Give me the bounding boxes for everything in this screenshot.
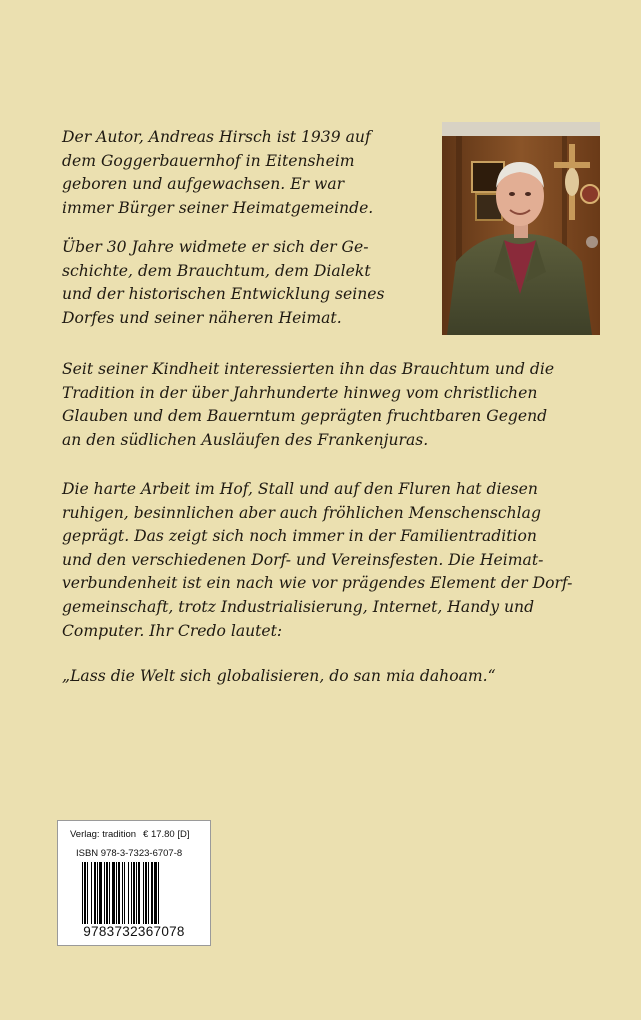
barcode-bar (116, 862, 117, 924)
text-line: und den verschiedenen Dorf- und Vereinsfesten. Die Heimat- (62, 550, 544, 569)
barcode-bar (143, 862, 144, 924)
barcode-bar (131, 862, 132, 924)
barcode-box (57, 820, 211, 946)
barcode-bar (104, 862, 105, 924)
barcode-bar (109, 862, 110, 924)
barcode-bar (112, 862, 115, 924)
author-work-paragraph (62, 236, 385, 330)
barcode-bar (133, 862, 135, 924)
text-line: verbundenheit ist ein nach wie vor prägendes Element der Dorf- (62, 574, 573, 593)
text-line: Computer. Ihr Credo lautet: (62, 621, 283, 640)
barcode-bar (106, 862, 108, 924)
barcode-bar (145, 862, 147, 924)
text-line: Tradition in der über Jahrhunderte hinweg vom christlichen (62, 383, 538, 402)
text-line: Seit seiner Kindheit interessierten ihn das Brauchtum und die (62, 360, 555, 378)
barcode-bar (91, 862, 92, 924)
text-line: Glauben und dem Bauerntum geprägten fruchtbaren Gegend (62, 407, 548, 426)
text-line: geboren und aufgewachsen. Er war (62, 175, 345, 194)
publisher-price-row (70, 829, 190, 840)
text-line: dem Goggerbauernhof in Eitensheim (62, 151, 355, 170)
author-bio-paragraph (62, 126, 373, 220)
barcode-bar (138, 862, 140, 924)
barcode-bar (87, 862, 88, 924)
barcode-bar (136, 862, 137, 924)
barcode-bars (80, 862, 190, 924)
barcode-bar (94, 862, 96, 924)
text-line: und der historischen Entwicklung seines (62, 285, 385, 304)
text-line: Die harte Arbeit im Hof, Stall und auf den Fluren hat diesen (62, 480, 538, 498)
barcode-bar (148, 862, 149, 924)
barcode-bar (158, 862, 159, 924)
childhood-tradition-paragraph (62, 358, 554, 452)
barcode-bar (99, 862, 102, 924)
barcode-bar (128, 862, 129, 924)
price-label: € 17.80 [D] (143, 829, 190, 840)
text-line: ruhigen, besinnlichen aber auch fröhlichen Menschenschlag (62, 503, 541, 522)
text-line: gemeinschaft, trotz Industrialisierung, Internet, Handy und (62, 597, 535, 616)
text-line: an den südlichen Ausläufen des Frankenjuras. (62, 430, 429, 449)
author-photo (442, 122, 600, 335)
barcode-bar (84, 862, 86, 924)
credo-quote (62, 665, 496, 689)
isbn-label: ISBN 978-3-7323-6707-8 (76, 848, 183, 859)
barcode-bar (97, 862, 98, 924)
text-line: Über 30 Jahre widmete er sich der Ge- (62, 238, 369, 256)
barcode-bar (154, 862, 157, 924)
text-line: schichte, dem Brauchtum, dem Dialekt (62, 261, 371, 280)
text-line: „Lass die Welt sich globalisieren, do san mia dahoam.“ (62, 667, 496, 685)
text-line: immer Bürger seiner Heimatgemeinde. (62, 198, 374, 217)
barcode-bar (151, 862, 153, 924)
text-line: geprägt. Das zeigt sich noch immer in der Familientradition (62, 527, 537, 546)
barcode-digits: 9783732367078 (83, 924, 185, 939)
text-line: Der Autor, Andreas Hirsch ist 1939 auf (62, 128, 371, 146)
heimat-paragraph (62, 478, 572, 643)
barcode-bar (122, 862, 123, 924)
barcode-bar (124, 862, 125, 924)
text-line: Dorfes und seiner näheren Heimat. (62, 308, 342, 327)
barcode-bar (118, 862, 120, 924)
publisher-label: Verlag: tradition (70, 829, 137, 840)
barcode-bar (82, 862, 83, 924)
